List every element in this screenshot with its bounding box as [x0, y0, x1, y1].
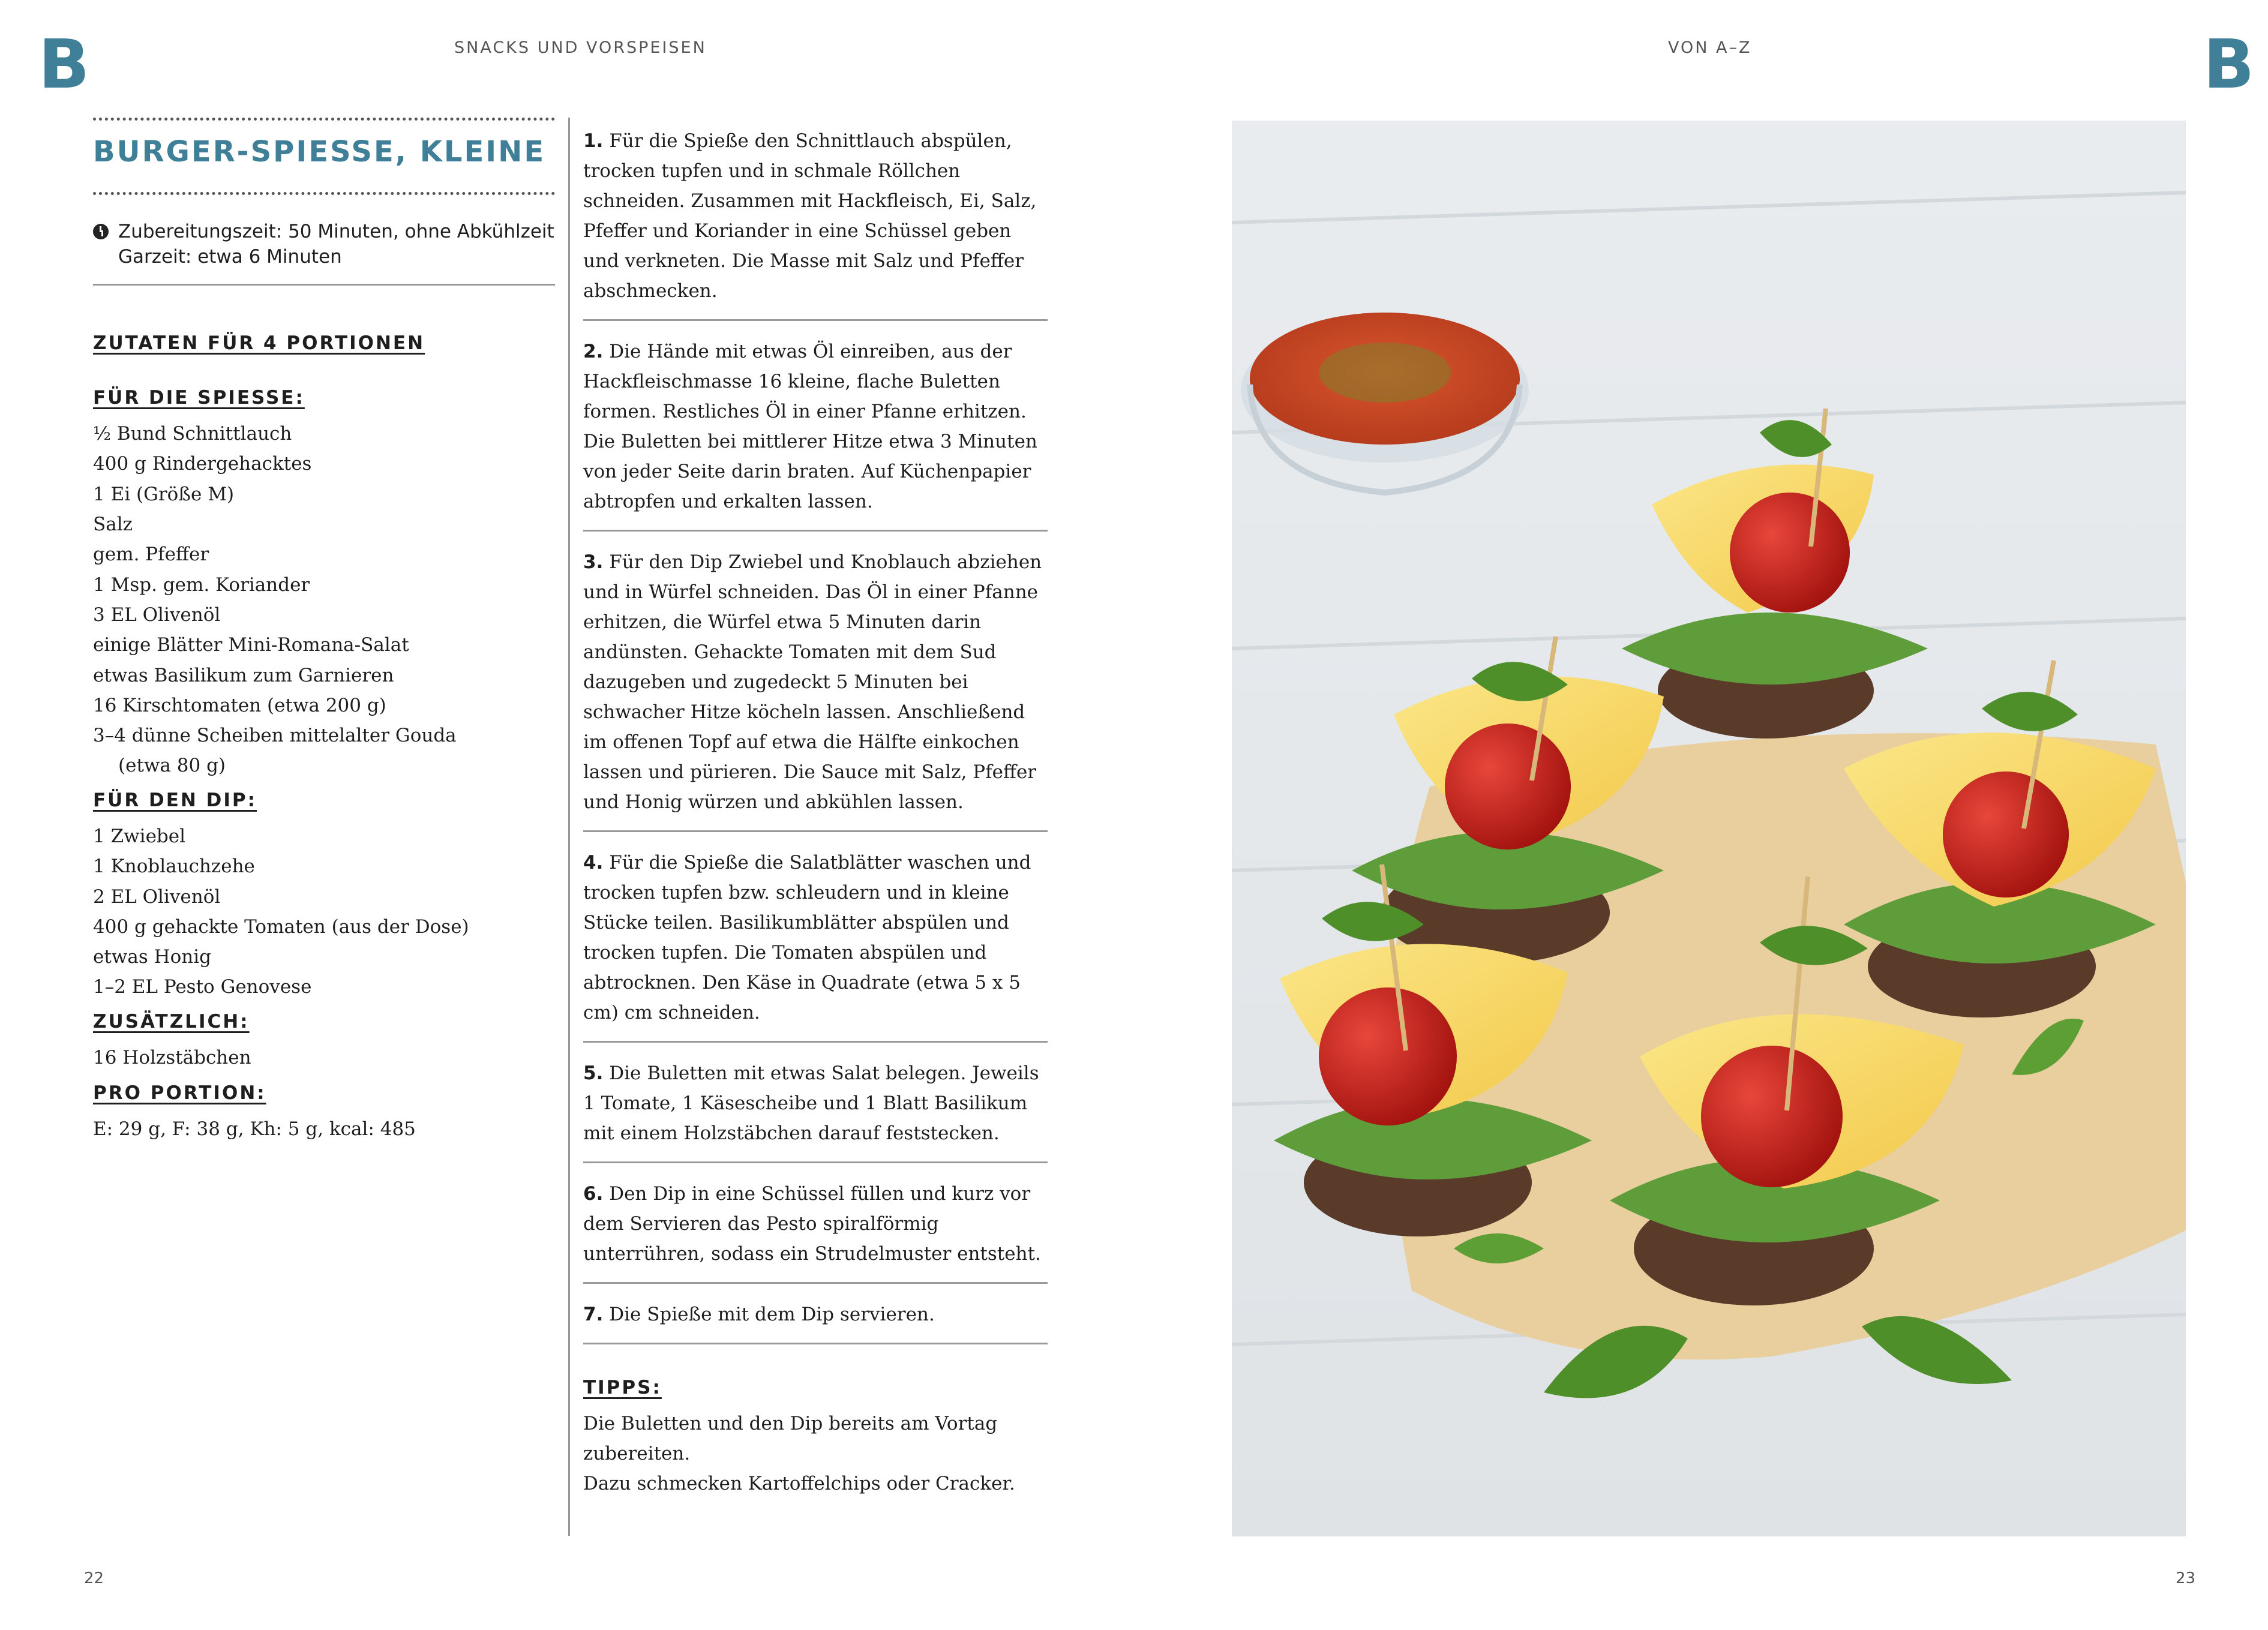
- ingredient-item: 400 g Rindergehacktes: [93, 453, 312, 475]
- cook-time: Garzeit: etwa 6 Minuten: [118, 245, 342, 268]
- recipe-photo: [1232, 121, 2186, 1536]
- step-text: Für den Dip Zwiebel und Knoblauch abziehen und in Würfel schneiden. Das Öl in einer Pfanne erhitzen, die Würfel etwa 5 Minuten darin andünsten. Gehackte Tomaten mit dem Sud dazugeben und zugedeckt 5 Minuten bei schwacher Hitze köcheln lassen. Anschließend im offenen Topf auf etwa die Hälfte einkochen lassen und pürieren. Die Sauce mit Salz, Pfeffer und Honig würzen und abkühlen lassen.: [583, 551, 1042, 813]
- step-2: [583, 337, 1048, 532]
- clock-icon: [93, 224, 109, 239]
- step-number: 4.: [583, 852, 604, 873]
- step-text: Für die Spieße die Salatblätter waschen und trocken tupfen bzw. schleudern und in kleine Stücke teilen. Basilikumblätter abspülen und trocken tupfen. Die Tomaten abspülen und abtrocknen. Den Käse in Quadrate (etwa 5 x 5 cm) cm schneiden.: [583, 852, 1031, 1023]
- step-number: 5.: [583, 1062, 604, 1084]
- servings-heading: ZUTATEN FÜR 4 PORTIONEN: [93, 332, 425, 354]
- tips-line-2: Dazu schmecken Kartoffelchips oder Cracker.: [583, 1473, 1015, 1495]
- ingredient-item: 1 Ei (Größe M): [93, 483, 235, 505]
- step-1: [583, 126, 1048, 321]
- tips-heading: TIPPS:: [583, 1377, 662, 1398]
- recipe-title: BURGER-SPIESSE, KLEINE: [93, 135, 546, 169]
- ingredient-item: einige Blätter Mini-Romana-Salat: [93, 634, 409, 656]
- ingredient-item: 1 Msp. gem. Koriander: [93, 574, 310, 596]
- prep-time: Zubereitungszeit: 50 Minuten, ohne Abkühlzeit: [118, 220, 554, 242]
- step-text: Den Dip in eine Schüssel füllen und kurz vor dem Servieren das Pesto spiralförmig unterrühren, sodass ein Strudelmuster entsteht.: [583, 1183, 1041, 1265]
- step-3: [583, 547, 1048, 832]
- step-number: 6.: [583, 1183, 604, 1205]
- time-info: [93, 219, 555, 286]
- spiesse-heading: FÜR DIE SPIESSE:: [93, 386, 305, 409]
- dip-heading: FÜR DEN DIP:: [93, 789, 257, 811]
- ingredient-item: 1 Zwiebel: [93, 825, 186, 847]
- step-number: 1.: [583, 130, 604, 152]
- ingredient-item: 16 Kirschtomaten (etwa 200 g): [93, 694, 386, 716]
- spiesse-ingredient-list: [93, 419, 555, 781]
- page-number-left: 22: [84, 1569, 104, 1587]
- ingredient-item: Salz: [93, 514, 133, 536]
- ingredient-item: 1 Knoblauchzehe: [93, 855, 255, 878]
- chapter-letter-left: B: [38, 26, 90, 104]
- column-divider: [568, 118, 570, 1536]
- step-7: [583, 1299, 1048, 1344]
- page-number-right: 23: [2176, 1569, 2196, 1587]
- ingredient-item: ½ Bund Schnittlauch: [93, 423, 292, 445]
- title-rule-bottom: [93, 192, 555, 195]
- ingredient-item: 2 EL Olivenöl: [93, 885, 221, 908]
- ingredient-item: 1–2 EL Pesto Genovese: [93, 976, 312, 998]
- ingredients-column: [93, 118, 555, 1154]
- step-text: Die Buletten mit etwas Salat belegen. Jeweils 1 Tomate, 1 Käsescheibe und 1 Blatt Basilikum mit einem Holzstäbchen darauf feststecken.: [583, 1062, 1039, 1144]
- extra-text: 16 Holzstäbchen: [93, 1046, 251, 1068]
- extra-heading: ZUSÄTZLICH:: [93, 1010, 250, 1032]
- nutrition-heading: PRO PORTION:: [93, 1082, 266, 1104]
- ingredient-item: gem. Pfeffer: [93, 544, 209, 566]
- step-6: [583, 1179, 1048, 1284]
- ingredient-item: etwas Basilikum zum Garnieren: [93, 664, 394, 686]
- instructions-column: [583, 126, 1048, 1508]
- nutrition-text: E: 29 g, F: 38 g, Kh: 5 g, kcal: 485: [93, 1118, 416, 1140]
- ingredient-item: 400 g gehackte Tomaten (aus der Dose): [93, 915, 469, 938]
- chapter-letter-right: B: [2203, 26, 2255, 104]
- step-text: Die Spieße mit dem Dip servieren.: [609, 1304, 935, 1325]
- step-number: 2.: [583, 341, 604, 362]
- ingredient-item: 3 EL Olivenöl: [93, 604, 221, 626]
- step-5: [583, 1058, 1048, 1163]
- step-4: [583, 848, 1048, 1043]
- ingredient-item: etwas Honig: [93, 946, 212, 968]
- title-rule-top: [93, 118, 555, 121]
- dip-ingredient-list: [93, 821, 555, 1002]
- step-text: Für die Spieße den Schnittlauch abspülen, trocken tupfen und in schmale Röllchen schneiden. Zusammen mit Hackfleisch, Ei, Salz, Pfeffer und Koriander in eine Schüssel geben und verkneten. Die Masse mit Salz und Pfeffer abschmecken.: [583, 130, 1037, 302]
- step-number: 3.: [583, 551, 604, 573]
- running-header-right: VON A–Z: [1668, 38, 1752, 57]
- tips-line-1: Die Buletten und den Dip bereits am Vortag zubereiten.: [583, 1413, 998, 1465]
- step-number: 7.: [583, 1304, 604, 1325]
- step-text: Die Hände mit etwas Öl einreiben, aus der Hackfleischmasse 16 kleine, flache Buletten formen. Restliches Öl in einer Pfanne erhitzen. Die Buletten bei mittlerer Hitze etwa 3 Minuten von jeder Seite darin braten. Auf Küchenpapier abtropfen und erkalten lassen.: [583, 341, 1037, 512]
- ingredient-item: 3–4 dünne Scheiben mittelalter Gouda: [93, 725, 457, 747]
- running-header-left: SNACKS UND VORSPEISEN: [454, 38, 707, 57]
- ingredient-item: (etwa 80 g): [118, 755, 226, 777]
